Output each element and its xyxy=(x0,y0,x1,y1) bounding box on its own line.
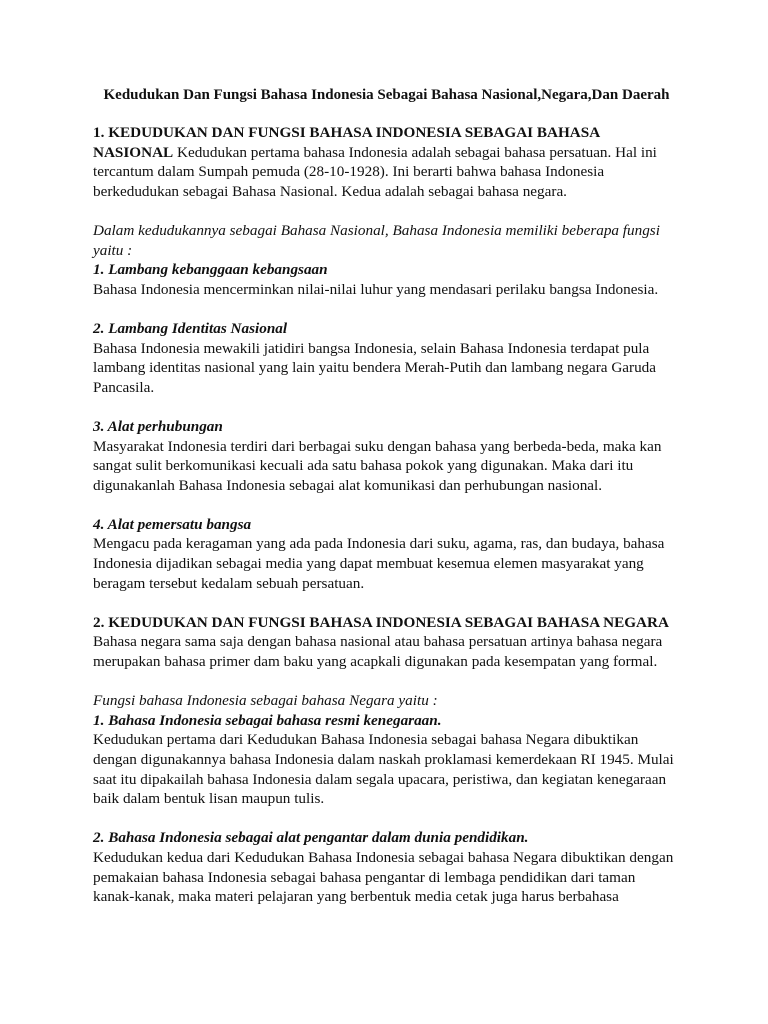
section-1-item-2-title: 2. Lambang Identitas Nasional xyxy=(93,319,288,337)
section-1-item-4-text: Mengacu pada keragaman yang ada pada Indonesia dari suku, agama, ras, dan budaya, bahasa Indonesia dijadikan sebagai media yang dapat membuat kesemua elemen masyarakat yang beragam tersebut kedalam sebuah persatuan. xyxy=(93,535,665,592)
section-1-body: Kedudukan pertama bahasa Indonesia adalah sebagai bahasa persatuan. Hal ini tercantum dalam Sumpah pemuda (28-10-1928). Ini berarti bahwa bahasa Indonesia berkedudukan sebagai Bahasa Nasional. Kedua adalah sebagai bahasa negara. xyxy=(93,143,657,200)
document-title: Kedudukan Dan Fungsi Bahasa Indonesia Sebagai Bahasa Nasional,Negara,Dan Daerah xyxy=(103,87,670,103)
section-2-item-1-text: Kedudukan pertama dari Kedudukan Bahasa Indonesia sebagai bahasa Negara dibuktikan dengan digunakannya bahasa Indonesia dalam naskah proklamasi kemerdekaan RI 1945. Mulai saat itu dipakailah bahasa Indonesia dalam segala upacara, peristiwa, dan kegiatan kenegaraan baik dalam bentuk lisan maupun tulis. xyxy=(93,731,674,808)
section-2-body: Bahasa negara sama saja dengan bahasa nasional atau bahasa persatuan artinya bahasa negara merupakan bahasa primer dam baku yang acapkali digunakan pada kesempatan yang formal. xyxy=(93,633,663,671)
section-1-item-4-title: 4. Alat pemersatu bangsa xyxy=(93,515,252,533)
section-1-item-3-title: 3. Alat perhubungan xyxy=(93,417,223,435)
section-1-item-1-title: 1. Lambang kebanggaan kebangsaan xyxy=(93,261,328,279)
section-2-intro: Fungsi bahasa Indonesia sebagai bahasa Negara yaitu : xyxy=(93,692,438,710)
section-2-item-1-title: 1. Bahasa Indonesia sebagai bahasa resmi kenegaraan. xyxy=(93,711,442,729)
section-1-intro: Dalam kedudukannya sebagai Bahasa Nasional, Bahasa Indonesia memiliki beberapa fungsi yaitu : xyxy=(93,221,660,259)
section-1-paragraph xyxy=(93,123,680,201)
section-2-item-2-text: Kedudukan kedua dari Kedudukan Bahasa Indonesia sebagai bahasa Negara dibuktikan dengan pemakaian bahasa Indonesia sebagai bahasa pengantar di lembaga pendidikan dari taman kanak-kanak, maka materi pelajaran yang berbentuk media cetak juga harus berbahasa xyxy=(93,848,674,906)
section-1-heading: 1. KEDUDUKAN DAN FUNGSI BAHASA INDONESIA SEBAGAI BAHASA NASIONAL xyxy=(93,124,600,161)
section-1-item-3-text: Masyarakat Indonesia terdiri dari berbagai suku dengan bahasa yang berbeda-beda, maka kan sangat sulit berkomunikasi kecuali ada satu bahasa pokok yang digunakan. Maka dari itu digunakanlah Bahasa Indonesia sebagai alat komunikasi dan perhubungan nasional. xyxy=(93,437,662,494)
section-1-item-1-text: Bahasa Indonesia mencerminkan nilai-nilai luhur yang mendasari perilaku bangsa Indonesia. xyxy=(93,280,659,298)
section-2-item-2-title: 2. Bahasa Indonesia sebagai alat pengantar dalam dunia pendidikan. xyxy=(93,829,529,847)
section-1-item-2-text: Bahasa Indonesia mewakili jatidiri bangsa Indonesia, selain Bahasa Indonesia terdapat pula lambang identitas nasional yang lain yaitu bendera Merah-Putih dan lambang negara Garuda Pancasila. xyxy=(93,339,657,396)
section-2-heading: 2. KEDUDUKAN DAN FUNGSI BAHASA INDONESIA SEBAGAI BAHASA NEGARA xyxy=(93,613,669,631)
